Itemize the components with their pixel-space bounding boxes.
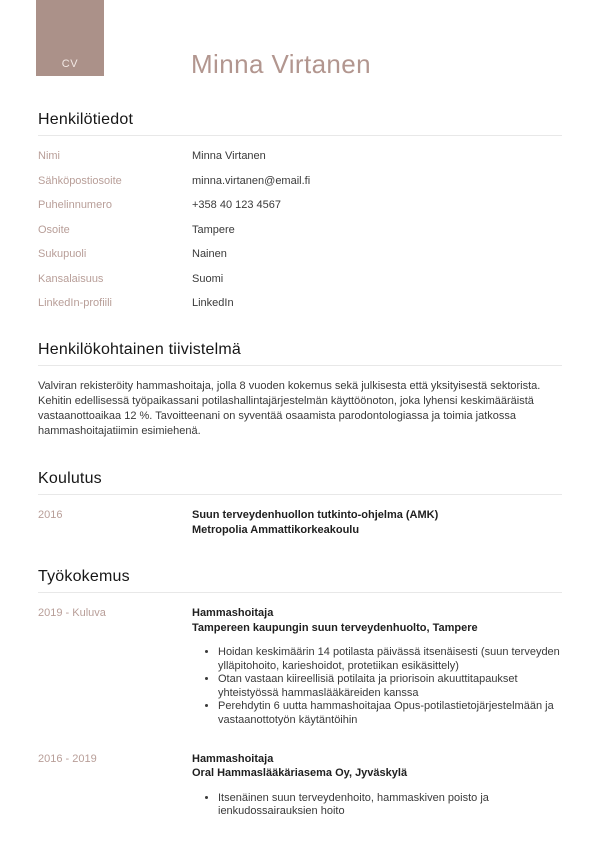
cv-badge-label: CV <box>61 58 79 70</box>
section-personal-details <box>38 111 562 310</box>
detail-row-email <box>38 174 562 188</box>
experience-bullet: • Perehdytin 6 uutta hammashoitajaa Opus-potilastietojärjestelmään ja vastaanottotyön käytäntöihin <box>218 700 562 727</box>
cv-badge <box>36 0 104 76</box>
linkedin-link[interactable]: LinkedIn <box>192 297 234 309</box>
detail-label: Osoite <box>38 223 70 236</box>
experience-bullet: • Hoidan keskimäärin 14 potilasta päivässä itsenäisesti (suun terveyden ylläpitohoito, karieshoidot, protetiikan esikäsittely) <box>218 646 562 673</box>
detail-value: minna.virtanen@email.fi <box>192 174 311 187</box>
section-heading-summary: Henkilökohtainen tiivistelmä <box>38 341 242 358</box>
detail-row-phone <box>38 198 562 212</box>
detail-row-address <box>38 223 562 237</box>
cv-content <box>38 111 562 819</box>
detail-label: Nimi <box>38 150 60 162</box>
summary-text: Valviran rekisteröity hammashoitaja, jolla 8 vuoden kokemus sekä julkisesta että yksityisestä sektorista. Kehitin edellisessä työpaikassani potilashallintajärjestelmän käyttöönoton, joka lyhensi keskimääräistä vastaanottoaikaa 12 %. Tavoitteenani on syventää osaamista parodontologiassa ja toimia jatkossa hammashoitajatiimin esimiehenä. <box>38 380 541 437</box>
detail-label: Puhelinnumero <box>38 199 112 211</box>
detail-label: Sukupuoli <box>38 248 87 260</box>
section-divider <box>38 592 562 593</box>
experience-item <box>38 606 562 728</box>
experience-job-title: Hammashoitaja <box>192 752 274 765</box>
experience-job-title: Hammashoitaja <box>192 607 274 619</box>
experience-organization: Tampereen kaupungin suun terveydenhuolto, Tampere <box>192 621 478 634</box>
page-title: Minna Virtanen <box>191 49 372 79</box>
detail-row-name <box>38 149 562 163</box>
detail-value: Nainen <box>192 248 227 260</box>
experience-bullet: • Otan vastaan kiireellisiä potilaita ja priorisoin akuuttitapaukset yhteistyössä hammaslääkäreiden kanssa <box>218 673 562 700</box>
detail-value: Suomi <box>192 272 224 285</box>
experience-organization: Oral Hammaslääkäriasema Oy, Jyväskylä <box>192 767 408 780</box>
section-summary <box>38 341 562 439</box>
section-divider <box>38 135 562 136</box>
detail-row-linkedin <box>38 296 562 310</box>
education-item <box>38 508 562 537</box>
section-experience <box>38 568 562 819</box>
experience-bullet-list <box>192 792 562 819</box>
experience-period: 2019 - Kuluva <box>38 607 106 619</box>
experience-item <box>38 752 562 819</box>
section-heading-personal: Henkilötiedot <box>38 111 134 128</box>
detail-value: Minna Virtanen <box>192 150 266 162</box>
section-divider <box>38 365 562 366</box>
detail-row-gender <box>38 247 562 261</box>
section-divider <box>38 494 562 495</box>
education-school: Metropolia Ammattikorkeakoulu <box>192 523 360 536</box>
section-heading-education: Koulutus <box>38 470 102 487</box>
detail-label: Kansalaisuus <box>38 272 104 285</box>
detail-value: Tampere <box>192 223 235 236</box>
experience-bullet-list <box>192 646 562 728</box>
education-degree: Suun terveydenhuollon tutkinto-ohjelma (AMK) <box>192 509 439 521</box>
experience-period: 2016 - 2019 <box>38 752 97 765</box>
section-education <box>38 470 562 537</box>
detail-label: LinkedIn-profiili <box>38 297 112 309</box>
detail-row-nationality <box>38 272 562 286</box>
experience-bullet: • Itsenäinen suun terveydenhoito, hammaskiven poisto ja ienkudossairauksien hoito <box>218 792 562 819</box>
section-heading-experience: Työkokemus <box>38 568 130 585</box>
detail-value: +358 40 123 4567 <box>192 199 282 211</box>
detail-label: Sähköpostiosoite <box>38 174 122 187</box>
education-period: 2016 <box>38 509 63 521</box>
